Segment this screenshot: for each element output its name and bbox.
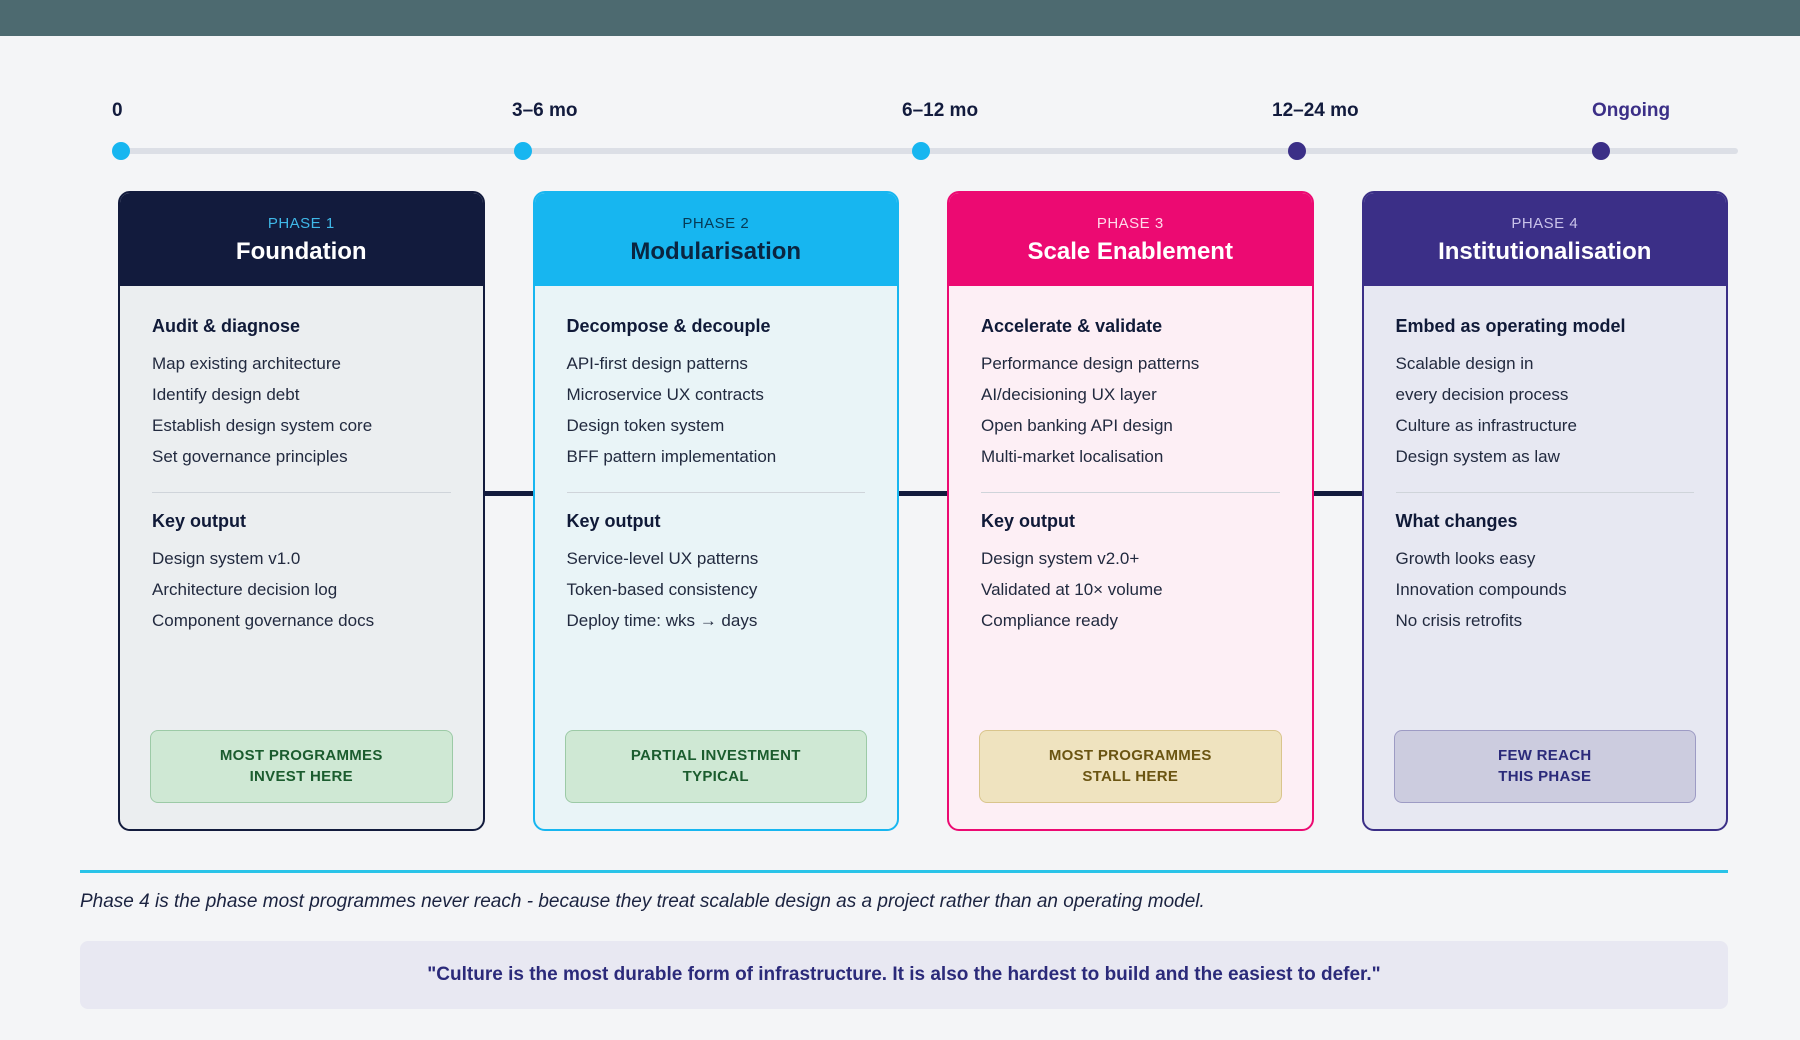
- phase-card-header: [1364, 193, 1727, 286]
- list-item: Design system v1.0: [152, 549, 301, 568]
- timeline-label: 12–24 mo: [1272, 100, 1359, 121]
- phase-section-list: [981, 543, 1280, 636]
- timeline-label: Ongoing: [1592, 100, 1671, 121]
- list-item: Scalable design in: [1395, 354, 1534, 373]
- list-item: No crisis retrofits: [1395, 611, 1523, 630]
- status-badge: [1394, 730, 1697, 803]
- phase-section-list: [1396, 348, 1695, 472]
- list-item: Token-based consistency: [566, 580, 758, 599]
- list-item: Multi-market localisation: [981, 447, 1164, 466]
- status-badge-line1: MOST PROGRAMMES: [1048, 747, 1212, 764]
- status-badge-line2: INVEST HERE: [249, 768, 353, 785]
- status-badge: [979, 730, 1282, 803]
- status-badge-line2: TYPICAL: [682, 768, 749, 785]
- status-badge-line2: STALL HERE: [1082, 768, 1179, 785]
- timeline: [112, 100, 1742, 176]
- phase-card-list: [118, 191, 1728, 831]
- list-item: AI/decisioning UX layer: [981, 385, 1157, 404]
- list-item: Architecture decision log: [152, 580, 338, 599]
- timeline-dot: [1288, 142, 1306, 160]
- phase-card-footer: [120, 730, 483, 829]
- phase-card[interactable]: [118, 191, 485, 831]
- timeline-label: 6–12 mo: [902, 100, 979, 121]
- section-divider: [981, 492, 1280, 493]
- phase-section-title: Embed as operating model: [1395, 316, 1626, 336]
- phase-kicker: PHASE 3: [1096, 215, 1164, 232]
- phase-section-list: [152, 543, 451, 636]
- phase-section-title: Key output: [152, 511, 246, 531]
- list-item: Deploy time: wks → days: [566, 611, 758, 630]
- phase-section-list: [1396, 543, 1695, 636]
- phase-card-body: [949, 286, 1312, 730]
- phase-card-footer: [949, 730, 1312, 829]
- phase-section-title: Key output: [566, 511, 661, 531]
- list-item: BFF pattern implementation: [566, 447, 777, 466]
- status-badge-line1: MOST PROGRAMMES: [219, 747, 383, 764]
- list-item: Design system as law: [1395, 447, 1560, 466]
- phase-title: Foundation: [235, 238, 367, 265]
- phase-section-title: Audit & diagnose: [152, 316, 300, 336]
- list-item: Compliance ready: [981, 611, 1119, 630]
- phase-card-footer: [535, 730, 898, 829]
- status-badge-line2: THIS PHASE: [1498, 768, 1592, 785]
- timeline-dot: [1592, 142, 1610, 160]
- timeline-dot: [514, 142, 532, 160]
- list-item: Design system v2.0+: [981, 549, 1140, 568]
- list-item: Component governance docs: [152, 611, 375, 630]
- phase-section-title: Accelerate & validate: [981, 316, 1163, 336]
- phase-card-body: [535, 286, 898, 730]
- phase-card[interactable]: [533, 191, 900, 831]
- phase-section-title: Key output: [981, 511, 1075, 531]
- phase-card-body: [1364, 286, 1727, 730]
- status-badge-line1: FEW REACH: [1497, 747, 1592, 764]
- phase-card-footer: [1364, 730, 1727, 829]
- status-badge: [150, 730, 453, 803]
- phase-section-title: What changes: [1395, 511, 1518, 531]
- status-badge-line1: PARTIAL INVESTMENT: [630, 747, 801, 764]
- section-divider: [1396, 492, 1695, 493]
- list-item: Service-level UX patterns: [566, 549, 759, 568]
- phase-card-header: [535, 193, 898, 286]
- list-item: Establish design system core: [152, 416, 373, 435]
- list-item: Design token system: [566, 416, 725, 435]
- footnote-text: Phase 4 is the phase most programmes never reach - because they treat scalable design as a project rather than an operating model.: [80, 891, 1205, 912]
- phase-card[interactable]: [947, 191, 1314, 831]
- list-item: Identify design debt: [152, 385, 300, 404]
- phase-card-header: [120, 193, 483, 286]
- phase-section-list: [567, 348, 866, 472]
- phase-section-list: [567, 543, 866, 636]
- slide-canvas: [0, 36, 1800, 1040]
- phase-title: Institutionalisation: [1438, 238, 1652, 265]
- timeline-dot: [912, 142, 930, 160]
- status-badge: [565, 730, 868, 803]
- phase-section-title: Decompose & decouple: [566, 316, 771, 336]
- list-item: API-first design patterns: [566, 354, 748, 373]
- timeline-labels: [112, 100, 1742, 134]
- section-divider: [80, 870, 1728, 873]
- quote-text: "Culture is the most durable form of infrastructure. It is also the hardest to build and the easiest to defer.": [427, 964, 1381, 985]
- list-item: Microservice UX contracts: [566, 385, 764, 404]
- section-divider: [567, 492, 866, 493]
- list-item: every decision process: [1395, 385, 1569, 404]
- phase-kicker: PHASE 1: [267, 215, 335, 232]
- phase-kicker: PHASE 2: [682, 215, 750, 232]
- phase-card-body: [120, 286, 483, 730]
- list-item: Open banking API design: [981, 416, 1173, 435]
- phase-section-list: [981, 348, 1280, 472]
- list-item: Set governance principles: [152, 447, 348, 466]
- timeline-label: 3–6 mo: [512, 100, 578, 121]
- list-item: Performance design patterns: [981, 354, 1200, 373]
- timeline-label: 0: [112, 100, 123, 121]
- list-item: Innovation compounds: [1395, 580, 1567, 599]
- section-divider: [152, 492, 451, 493]
- phase-section-list: [152, 348, 451, 472]
- phase-card-header: [949, 193, 1312, 286]
- window-topbar: [0, 0, 1800, 36]
- list-item: Growth looks easy: [1395, 549, 1536, 568]
- phase-title: Modularisation: [630, 238, 802, 265]
- phase-title: Scale Enablement: [1027, 238, 1233, 265]
- list-item: Culture as infrastructure: [1395, 416, 1577, 435]
- phase-card[interactable]: [1362, 191, 1729, 831]
- timeline-dot: [112, 142, 130, 160]
- list-item: Map existing architecture: [152, 354, 341, 373]
- quote-box: [80, 941, 1728, 1009]
- list-item: Validated at 10× volume: [981, 580, 1163, 599]
- phase-kicker: PHASE 4: [1511, 215, 1579, 232]
